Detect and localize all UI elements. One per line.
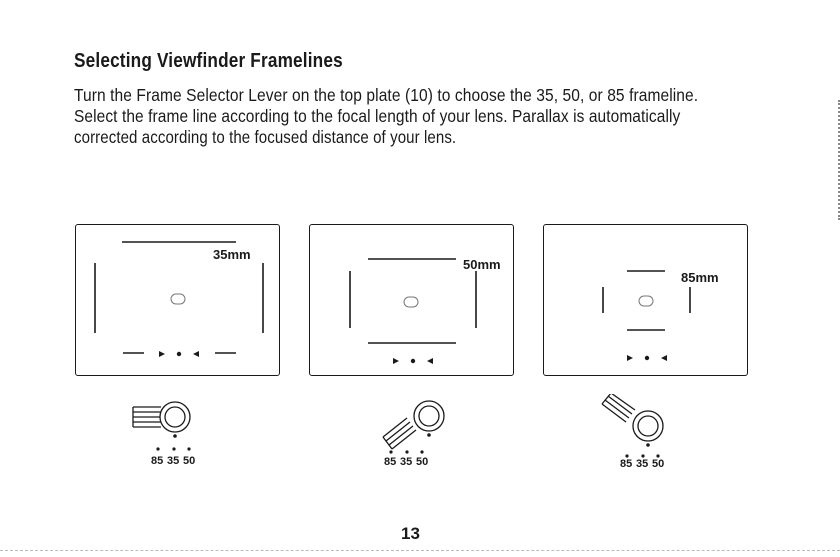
dial-label-85: 85 <box>620 458 633 470</box>
framelines-50mm-figure <box>310 225 515 377</box>
page-number: 13 <box>401 524 420 543</box>
dial-label-35: 35 <box>167 455 180 467</box>
paragraph-line-2: Select the frame line according to the focal length of your lens. Parallax is automatically <box>74 106 681 126</box>
framelines-35mm-figure <box>76 225 281 377</box>
viewfinder-50mm-frame <box>309 224 514 376</box>
section-heading: Selecting Viewfinder Framelines <box>74 50 343 72</box>
frame-selector-lever-50mm <box>377 394 467 470</box>
paragraph-line-1: Turn the Frame Selector Lever on the top plate (10) to choose the 35, 50, or 85 frameline. <box>74 85 699 105</box>
framelines-85mm-figure <box>544 225 749 377</box>
paragraph-line-3: corrected according to the focused distance of your lens. <box>74 127 457 147</box>
viewfinder-35mm-frame <box>75 224 280 376</box>
dial-label-85: 85 <box>384 456 397 468</box>
dial-label-35: 35 <box>636 458 649 470</box>
dial-label-50: 50 <box>183 455 196 467</box>
frame-selector-lever-85mm <box>596 394 686 470</box>
viewfinder-85mm-frame <box>543 224 748 376</box>
dial-label-50: 50 <box>652 458 665 470</box>
scan-bottom-artifact <box>0 550 840 553</box>
frame-label: 85mm <box>681 270 719 285</box>
dial-label-35: 35 <box>400 456 413 468</box>
dial-label-85: 85 <box>151 455 164 467</box>
frame-selector-lever-35mm <box>125 394 215 470</box>
frame-label: 50mm <box>463 257 501 272</box>
dial-label-50: 50 <box>416 456 429 468</box>
frame-label: 35mm <box>213 247 251 262</box>
scan-edge-artifact <box>835 100 840 220</box>
